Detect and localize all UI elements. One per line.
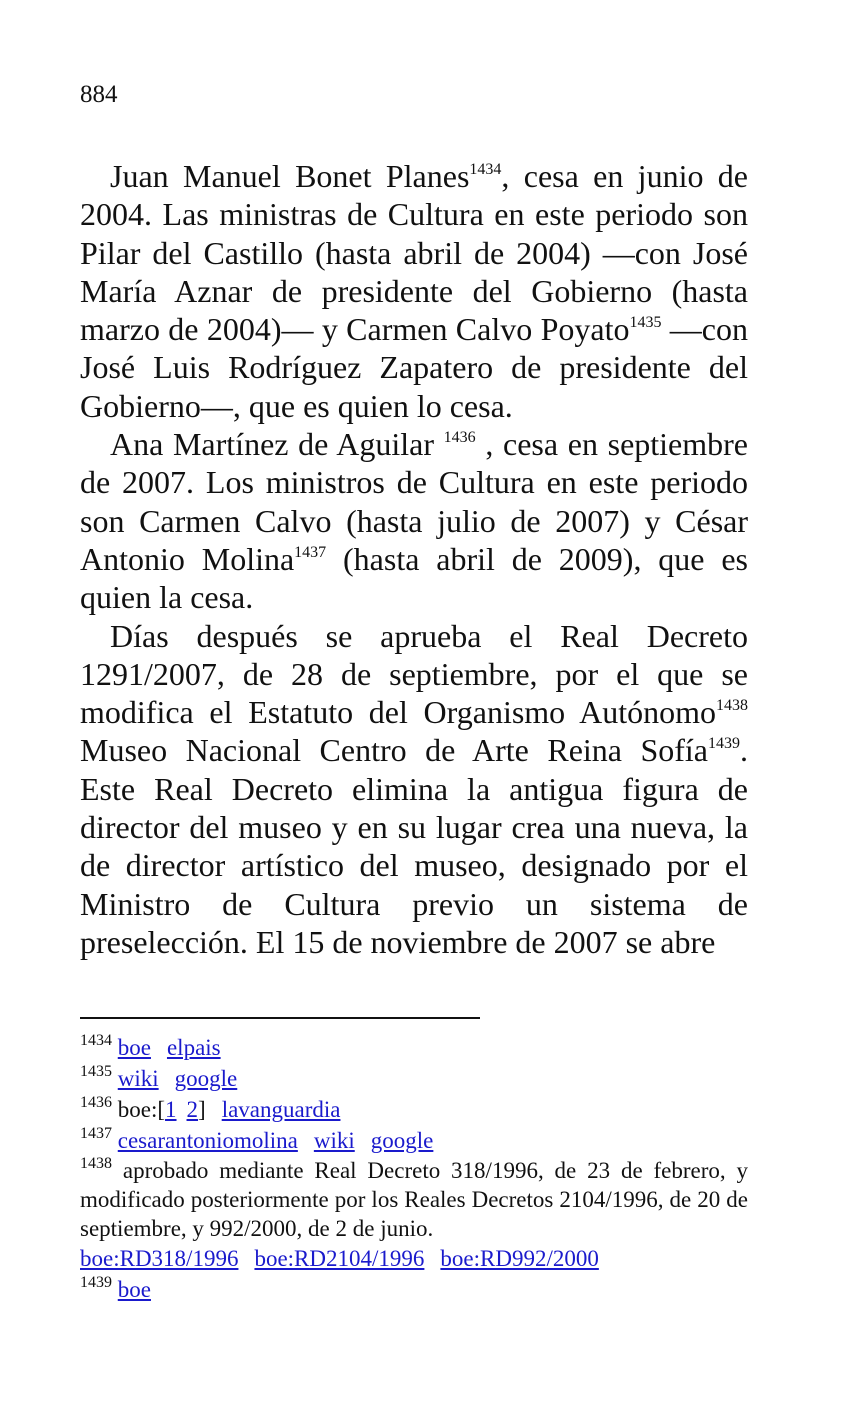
footnote-number: 1439	[80, 1274, 112, 1291]
footnote-number: 1438	[80, 1155, 112, 1172]
link-boe-rd992-2000[interactable]: boe:RD992/2000	[440, 1246, 599, 1271]
footnote-ref-1436[interactable]: 1436	[443, 429, 476, 447]
footnote-1438	[80, 1156, 748, 1243]
link-boe-rd2104-1996[interactable]: boe:RD2104/1996	[254, 1246, 425, 1271]
link-boe-2[interactable]: 2	[186, 1097, 199, 1122]
paragraph-text: Ana Martínez de Aguilar	[110, 426, 444, 463]
paragraph-martinez	[80, 425, 748, 616]
footnote-divider	[80, 1017, 480, 1019]
link-wiki[interactable]: wiki	[313, 1128, 355, 1153]
footnote-ref-1435[interactable]: 1435	[629, 314, 662, 332]
link-boe-1[interactable]: 1	[165, 1097, 177, 1122]
paragraph-decreto	[80, 617, 748, 962]
link-boe[interactable]: boe	[117, 1035, 151, 1060]
link-elpais[interactable]: elpais	[166, 1035, 221, 1060]
footnote-number: 1436	[80, 1094, 112, 1111]
footnote-text: aprobado mediante Real Decreto 318/1996, de 23 de febrero, y modificado posteriormente por los Reales Decretos 2104/1996, de 20 de septiembre, y 992/2000, de 2 de junio.	[80, 1158, 749, 1241]
footnote-1434	[80, 1032, 748, 1063]
link-cesarantoniomolina[interactable]: cesarantoniomolina	[117, 1128, 298, 1153]
paragraph-text: (hasta abril de 2009), que es quien la cesa.	[80, 540, 748, 616]
footnote-number: 1437	[80, 1125, 112, 1142]
footnote-number: 1435	[80, 1063, 112, 1080]
paragraph-text: —con José Luis Rodríguez Zapatero de presidente del Gobierno—, que es quien lo cesa.	[80, 311, 749, 424]
main-text	[80, 157, 748, 961]
paragraph-bonet	[80, 157, 748, 425]
footnote-1435	[80, 1063, 748, 1094]
paragraph-text: Juan Manuel Bonet Planes	[110, 158, 470, 194]
link-google[interactable]: google	[370, 1128, 434, 1153]
footnote-text: ]	[198, 1097, 206, 1122]
link-wiki[interactable]: wiki	[117, 1066, 159, 1091]
link-lavanguardia[interactable]: lavanguardia	[221, 1097, 341, 1122]
footnote-ref-1434[interactable]: 1434	[469, 161, 502, 178]
paragraph-text: , cesa en junio de 2004. Las ministras de Cultura en este periodo son Pilar del Castillo (hasta abril de 2004) —con José María Aznar de presidente del Gobierno (hasta marzo de 2004)— y Carmen Calvo Poyato	[80, 158, 749, 348]
footnote-text: boe:[	[117, 1097, 166, 1122]
footnote-ref-1437[interactable]: 1437	[294, 543, 327, 561]
paragraph-text: Días después se aprueba el Real Decreto 1291/2007, de 28 de septiembre, por el que se modifica el Estatuto del Organismo Autónomo	[80, 617, 748, 731]
link-boe[interactable]: boe	[117, 1277, 151, 1302]
footnote-ref-1439[interactable]: 1439	[708, 735, 740, 753]
paragraph-text: . Este Real Decreto elimina la antigua figura de director del museo y en su lugar crea una nueva, la de director artístico del museo, designado por el Ministro de Cultura previo un sistema de preselección. El 15 de noviembre de 2007 se abre	[80, 732, 748, 960]
footnote-1439	[80, 1274, 748, 1305]
footnote-number: 1434	[80, 1032, 112, 1049]
paragraph-text: , cesa en septiembre de 2007. Los ministros de Cultura en este periodo son Carmen Calvo (hasta julio de 2007) y César Antonio Molina	[80, 426, 748, 577]
footnotes	[80, 1032, 748, 1305]
footnote-1438-links	[80, 1243, 748, 1274]
footnote-ref-1438[interactable]: 1438	[716, 697, 748, 715]
footnote-1436	[80, 1094, 748, 1125]
paragraph-text: Museo Nacional Centro de Arte Reina Sofía	[80, 732, 708, 769]
footnote-1437	[80, 1125, 748, 1156]
link-boe-rd318-1996[interactable]: boe:RD318/1996	[80, 1246, 239, 1271]
page-number: 884	[80, 81, 118, 108]
link-google[interactable]: google	[174, 1066, 238, 1091]
